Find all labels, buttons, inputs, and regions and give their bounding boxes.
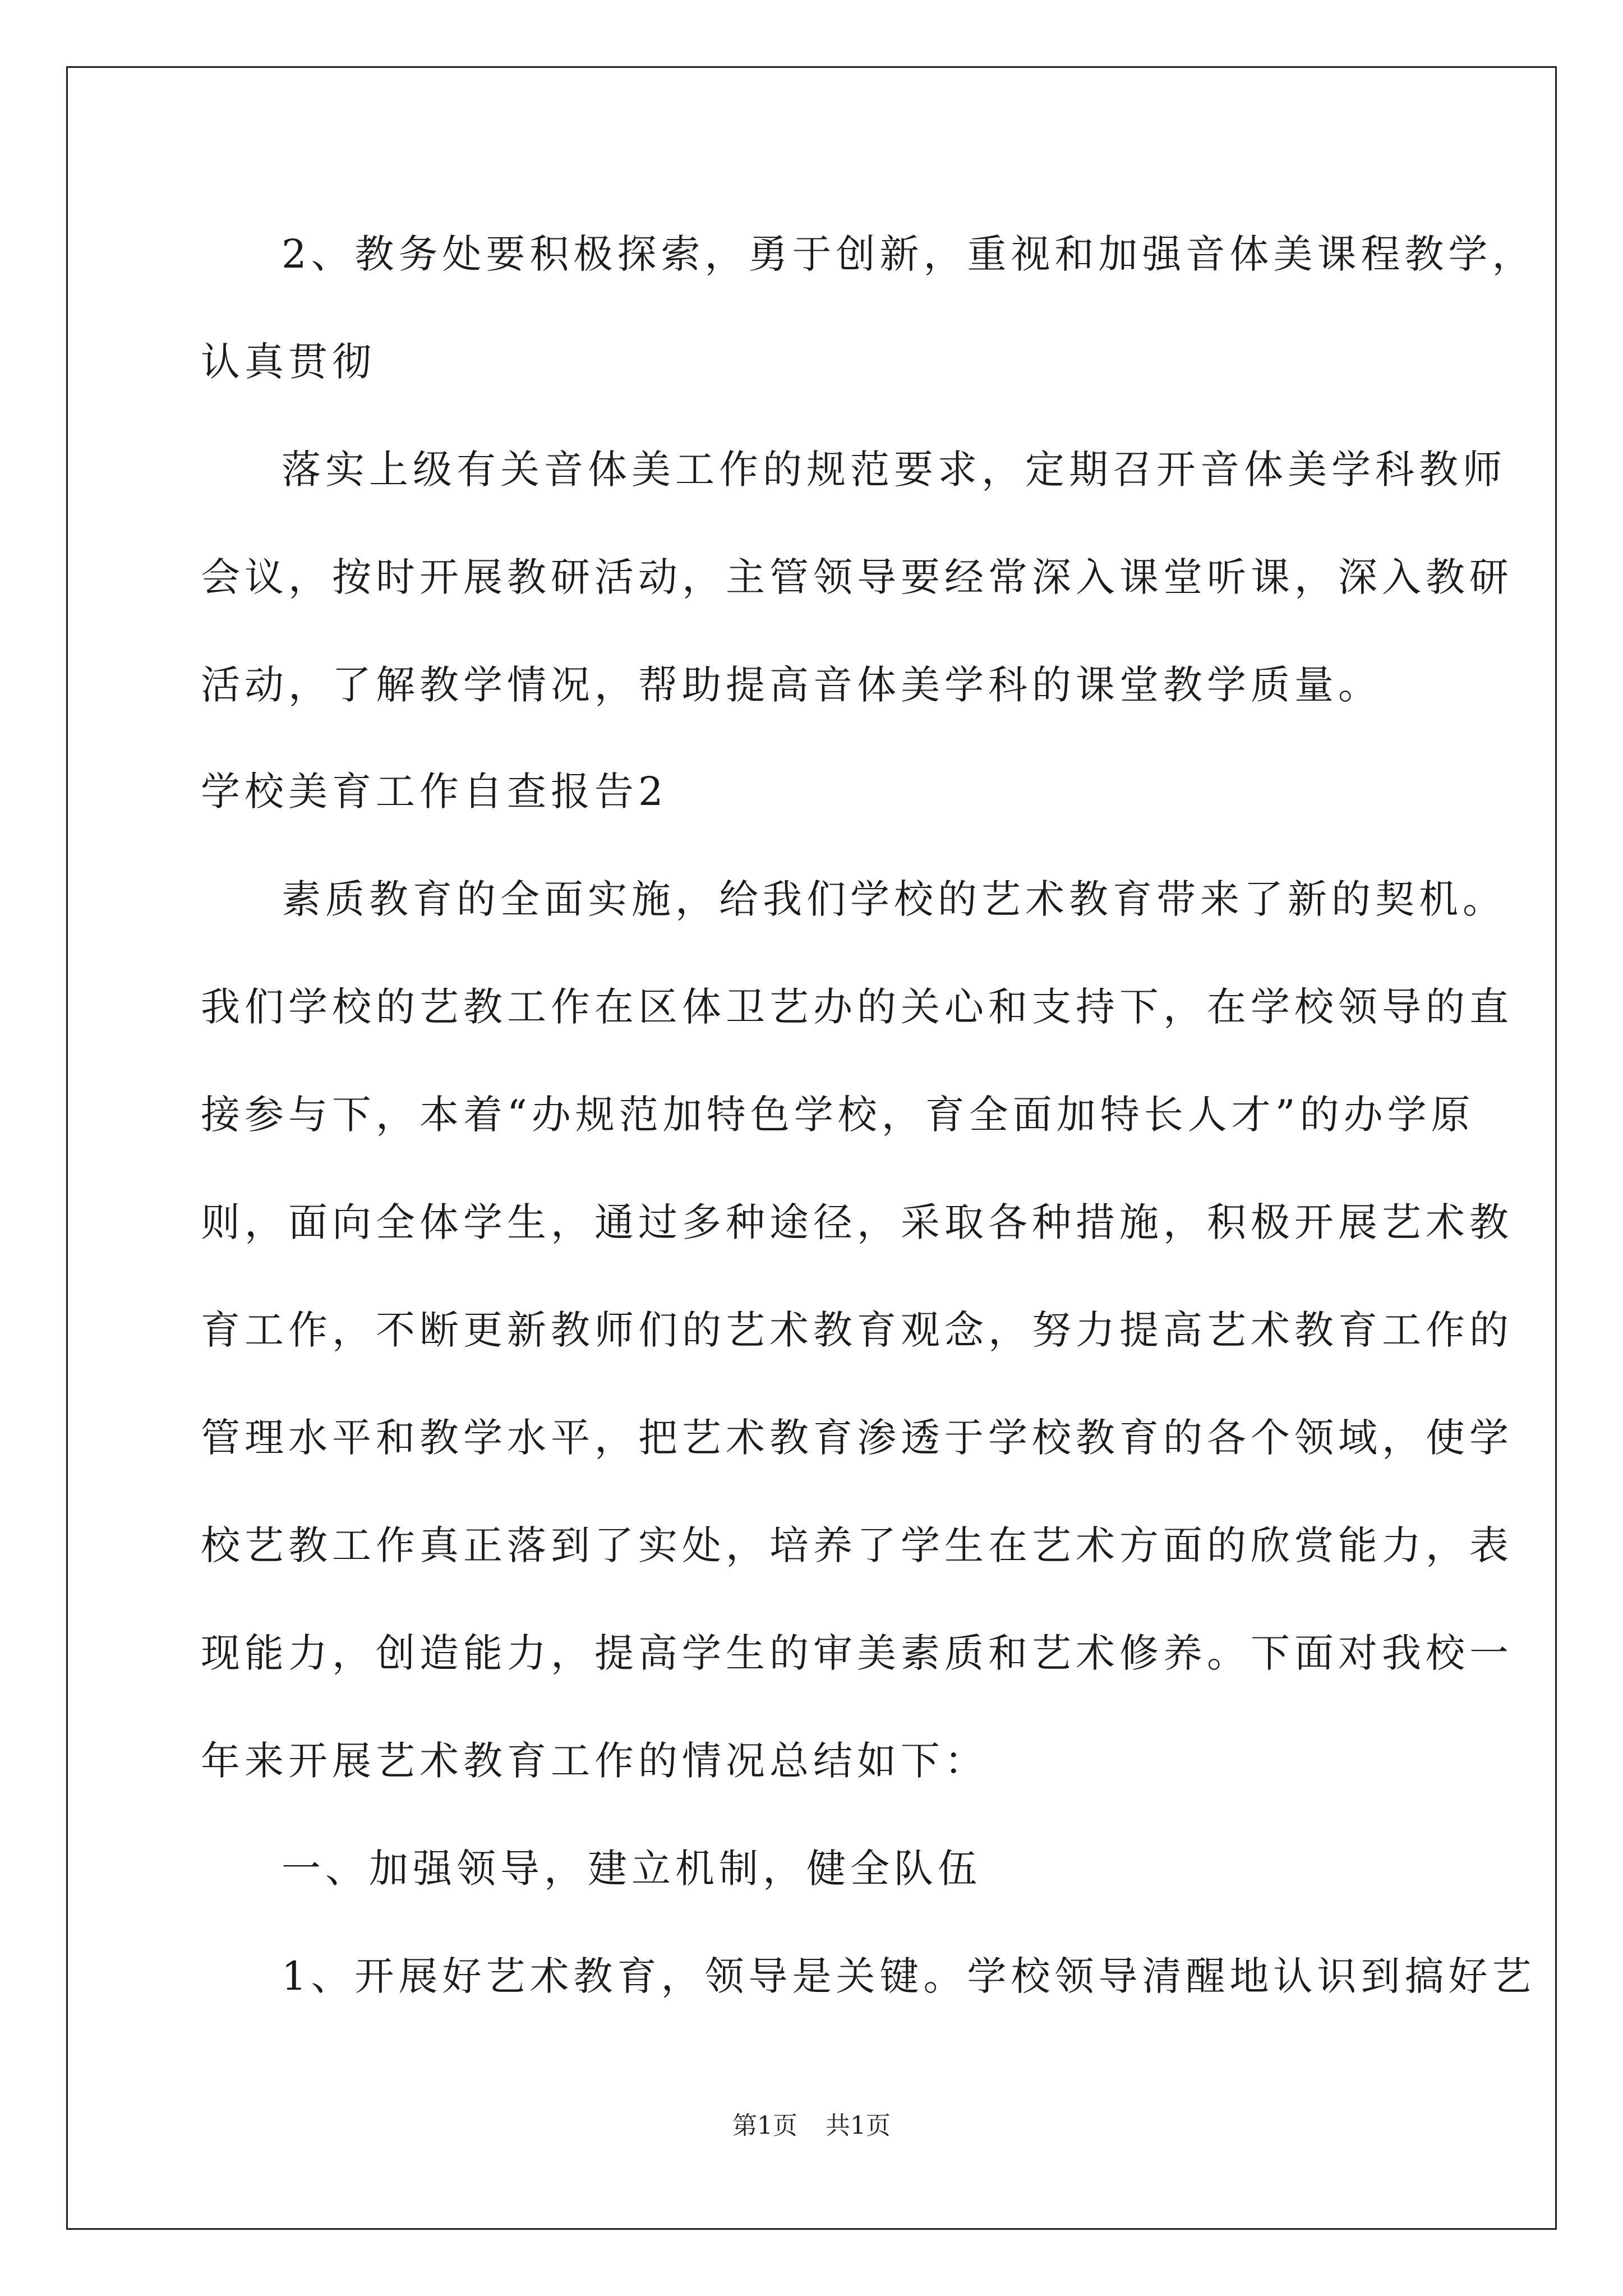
paragraph-line: 素质教育的全面实施，给我们学校的艺术教育带来了新的契机。 [282, 876, 1506, 922]
paragraph-line: 认真贯彻 [201, 339, 376, 385]
paragraph-line: 现能力，创造能力，提高学生的审美素质和艺术修养。下面对我校一 [201, 1630, 1513, 1676]
paragraph-line: 2、教务处要积极探索，勇于创新，重视和加强音体美课程教学， [282, 231, 1536, 277]
paragraph-line: 落实上级有关音体美工作的规范要求，定期召开音体美学科教师 [282, 447, 1506, 493]
paragraph-line: 我们学校的艺教工作在区体卫艺办的关心和支持下，在学校领导的直 [201, 984, 1513, 1030]
section-heading: 学校美育工作自查报告2 [201, 769, 668, 815]
paragraph-line: 会议，按时开展教研活动，主管领导要经常深入课堂听课，深入教研 [201, 554, 1513, 600]
page-number-total: 共1页 [826, 2111, 891, 2140]
paragraph-line: 则，面向全体学生，通过多种途径，采取各种措施，积极开展艺术教 [201, 1199, 1513, 1245]
paragraph-line: 管理水平和教学水平，把艺术教育渗透于学校教育的各个领域，使学 [201, 1415, 1513, 1461]
paragraph-line: 活动，了解教学情况，帮助提高音体美学科的课堂教学质量。 [201, 662, 1382, 708]
paragraph-line: 年来开展艺术教育工作的情况总结如下： [201, 1738, 988, 1784]
page-number-current: 第1页 [732, 2111, 797, 2140]
page-footer [0, 2109, 1623, 2143]
paragraph-line: 接参与下，本着“办规范加特色学校，育全面加特长人才”的办学原 [201, 1092, 1475, 1138]
page-border [66, 66, 1557, 2230]
paragraph-line: 校艺教工作真正落到了实处，培养了学生在艺术方面的欣赏能力，表 [201, 1522, 1513, 1568]
paragraph-line: 1、开展好艺术教育，领导是关键。学校领导清醒地认识到搞好艺 [282, 1953, 1536, 1999]
paragraph-line: 育工作，不断更新教师们的艺术教育观念，努力提高艺术教育工作的 [201, 1307, 1513, 1353]
paragraph-line: 一、加强领导，建立机制，健全队伍 [282, 1846, 981, 1892]
